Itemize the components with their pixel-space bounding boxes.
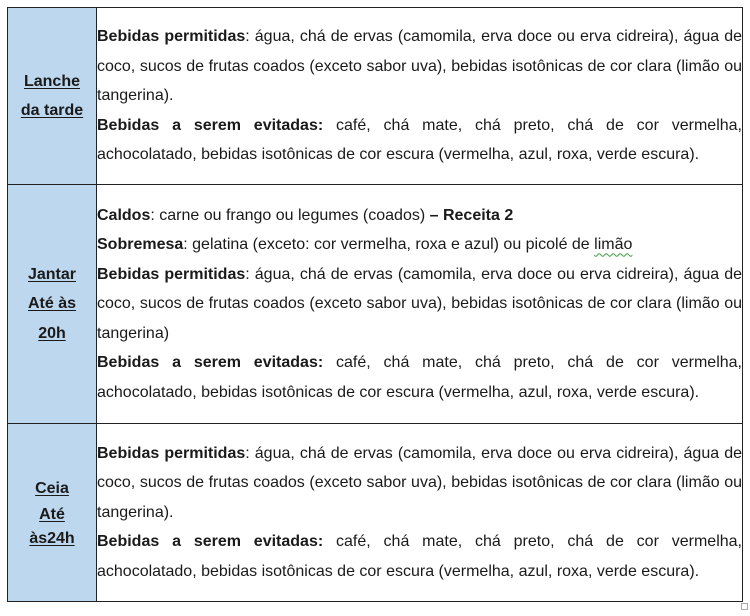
- content-cell-jantar: [97, 185, 743, 424]
- para-label: Bebidas a serem evitadas:: [97, 354, 324, 372]
- meal-plan-table: [7, 7, 743, 602]
- spellcheck-word: limão: [594, 236, 633, 254]
- avoided-drinks: [97, 111, 742, 170]
- allowed-drinks: [97, 260, 742, 349]
- para-sep: [323, 533, 336, 550]
- meal-label: Ceia: [35, 479, 69, 497]
- meal-cell-jantar: [8, 185, 97, 424]
- para-label: Caldos: [97, 206, 151, 224]
- para-label: Bebidas permitidas: [97, 444, 246, 462]
- para-text: carne ou frango ou legumes (coados): [159, 206, 430, 224]
- meal-label: Até às: [27, 295, 77, 313]
- para-label: Bebidas a serem evitadas:: [97, 533, 324, 551]
- para-label: Bebidas permitidas: [97, 28, 246, 46]
- para-label: Bebidas a serem evitadas:: [97, 116, 324, 134]
- table-row-ceia: [8, 424, 743, 602]
- avoided-drinks: [97, 527, 742, 586]
- meal-label: às24h: [29, 530, 75, 548]
- para-text: café, chá mate, chá preto, chá de cor vermelha, achocolatado, bebidas isotônicas de cor escura (vermelha, azul, roxa, verde escura).: [97, 116, 742, 164]
- table-row-jantar: [8, 185, 743, 424]
- para-sep: :: [245, 265, 255, 283]
- meal-cell-lanche: [8, 8, 97, 185]
- para-text: café, chá mate, chá preto, chá de cor vermelha, achocolatado, bebidas isotônicas de cor escura (vermelha, azul, roxa, verde escura).: [97, 354, 742, 401]
- para-text: água, chá de ervas (camomila, erva doce ou erva cidreira), água de coco, sucos de frutas coados (exceto sabor uva), bebidas isotônicas de cor clara (limão ou tangerina): [97, 265, 743, 342]
- para-sep: :: [245, 28, 255, 46]
- content-cell-ceia: [97, 424, 743, 602]
- table-resize-handle[interactable]: [741, 603, 748, 610]
- meal-label: Jantar: [27, 265, 77, 283]
- para-sep: :: [150, 206, 160, 224]
- meal-label: Até: [39, 506, 65, 524]
- para-sep: [323, 117, 336, 134]
- para-text: água, chá de ervas (camomila, erva doce ou erva cidreira), água de coco, sucos de frutas coados (exceto sabor uva), bebidas isotônicas de cor clara (limão ou tangerina).: [97, 444, 743, 521]
- para-text: café, chá mate, chá preto, chá de cor vermelha, achocolatado, bebidas isotônicas de cor escura (vermelha, azul, roxa, verde escura).: [97, 533, 742, 580]
- para-text: água, chá de ervas (camomila, erva doce ou erva cidreira), água de coco, sucos de frutas coados (exceto sabor uva), bebidas isotônicas de cor clara (limão ou tangerina).: [97, 28, 743, 105]
- allowed-drinks: [97, 22, 742, 111]
- meal-label: da tarde: [20, 102, 84, 119]
- para-label: Sobremesa: [97, 236, 184, 254]
- meal-label: Lanche: [23, 72, 80, 90]
- para-label: Bebidas permitidas: [97, 265, 246, 283]
- para-sep: :: [183, 236, 193, 254]
- table-row-lanche: [8, 8, 743, 185]
- para-sep: [323, 354, 336, 371]
- broths: [97, 201, 742, 231]
- para-text: gelatina (exceto: cor vermelha, roxa e azul) ou picolé de: [192, 236, 595, 254]
- recipe-reference: – Receita 2: [429, 206, 514, 224]
- meal-label: 20h: [38, 324, 66, 342]
- avoided-drinks: [97, 348, 742, 407]
- para-sep: :: [245, 444, 255, 462]
- meal-cell-ceia: [8, 424, 97, 602]
- allowed-drinks: [97, 439, 742, 528]
- content-cell-lanche: [97, 8, 743, 185]
- dessert: [97, 230, 742, 260]
